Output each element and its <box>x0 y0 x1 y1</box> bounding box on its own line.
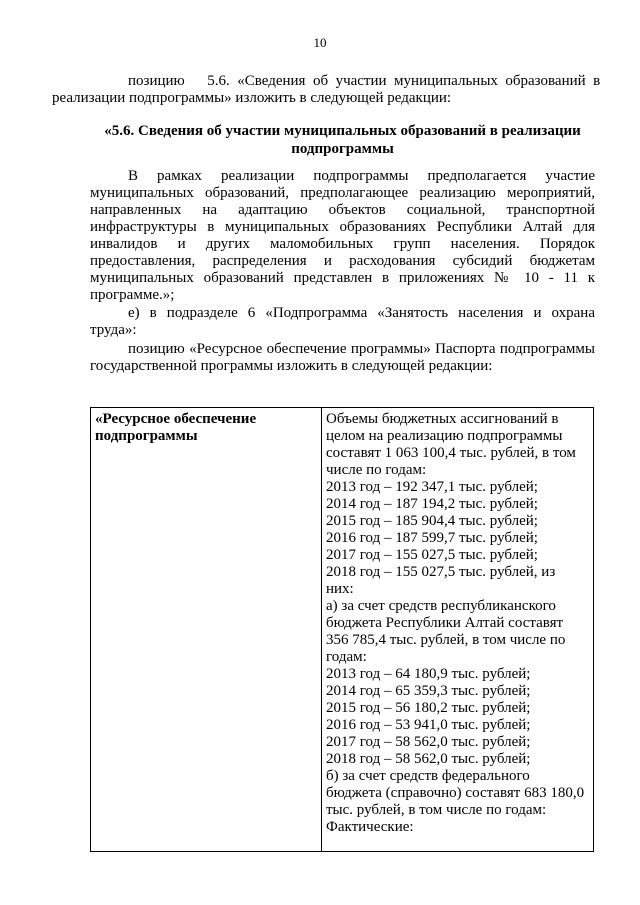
resource-line: годам: <box>326 649 367 665</box>
position-instruction-text <box>52 73 601 107</box>
paragraph-2-text: е) в подразделе 6 «Подпрограмма «Занятость населения и охрана труда»: <box>90 305 595 338</box>
page-number: 10 <box>313 35 327 50</box>
resource-line: 2018 год – 155 027,5 тыс. рублей, из <box>326 564 556 580</box>
position-instruction <box>52 73 601 107</box>
section-heading <box>90 122 595 158</box>
resource-line: 2017 год – 155 027,5 тыс. рублей; <box>326 547 538 563</box>
section-heading-line-2: подпрограммы <box>291 141 394 157</box>
resource-line: целом на реализацию подпрограммы <box>326 428 563 444</box>
resource-line: 2018 год – 58 562,0 тыс. рублей; <box>326 751 531 767</box>
resource-line: числе по годам: <box>326 462 427 478</box>
resource-label-cell: «Ресурсное обеспечение подпрограммы <box>91 408 322 852</box>
resource-line: 2016 год – 53 941,0 тыс. рублей; <box>326 717 531 733</box>
paragraph-3-text: позицию «Ресурсное обеспечение программы» Паспорта подпрограммы государственной программы изложить в следующей редакции: <box>90 341 595 374</box>
resource-line: 2014 год – 65 359,3 тыс. рублей; <box>326 683 531 699</box>
resource-line: 2015 год – 56 180,2 тыс. рублей; <box>326 700 531 716</box>
resource-line: б) за счет средств федерального <box>326 768 530 784</box>
resource-line: 2017 год – 58 562,0 тыс. рублей; <box>326 734 531 750</box>
resource-line: 2016 год – 187 599,7 тыс. рублей; <box>326 530 538 546</box>
resource-line: бюджета (справочно) составят 683 180,0 <box>326 785 585 801</box>
resource-line: 2014 год – 187 194,2 тыс. рублей; <box>326 496 538 512</box>
resource-line: 2013 год – 64 180,9 тыс. рублей; <box>326 666 531 682</box>
paragraph-subsection-6 <box>90 305 595 339</box>
paragraph-municipal-participation <box>90 168 595 304</box>
resource-line: 2013 год – 192 347,1 тыс. рублей; <box>326 479 538 495</box>
resource-values-cell <box>322 408 594 852</box>
resource-line: составят 1 063 100,4 тыс. рублей, в том <box>326 445 576 461</box>
section-heading-line-1: «5.6. Сведения об участии муниципальных образований в реализации <box>104 123 581 139</box>
resource-line: них: <box>326 581 354 597</box>
resource-line: Объемы бюджетных ассигнований в <box>326 411 559 427</box>
resource-line: 2015 год – 185 904,4 тыс. рублей; <box>326 513 538 529</box>
position-line-1: позицию 5.6. «Сведения об участии муниципальных образований в <box>128 73 601 89</box>
position-line-2: реализации подпрограммы» изложить в следующей редакции: <box>52 90 452 106</box>
resource-table <box>90 407 594 852</box>
table-row <box>91 408 594 852</box>
paragraph-resource-position <box>90 341 595 375</box>
resource-line: тыс. рублей, в том числе по годам: <box>326 802 547 818</box>
paragraph-1-text: В рамках реализации подпрограммы предполагается участие муниципальных образований, предполагающее реализацию мероприятий, направленных на адаптацию объектов социальной, транспортной инфраструктуры в муниципальных образованиях Республики Алтай для инвалидов и других маломобильных групп населения. Порядок предоставления, распределения и расходования субсидий бюджетам муниципальных образований представлен в приложениях № 10 - 11 к программе.»; <box>90 168 595 303</box>
resource-line: бюджета Республики Алтай составят <box>326 615 564 631</box>
resource-line: Фактические: <box>326 819 414 835</box>
resource-line: 356 785,4 тыс. рублей, в том числе по <box>326 632 566 648</box>
resource-line: а) за счет средств республиканского <box>326 598 556 614</box>
